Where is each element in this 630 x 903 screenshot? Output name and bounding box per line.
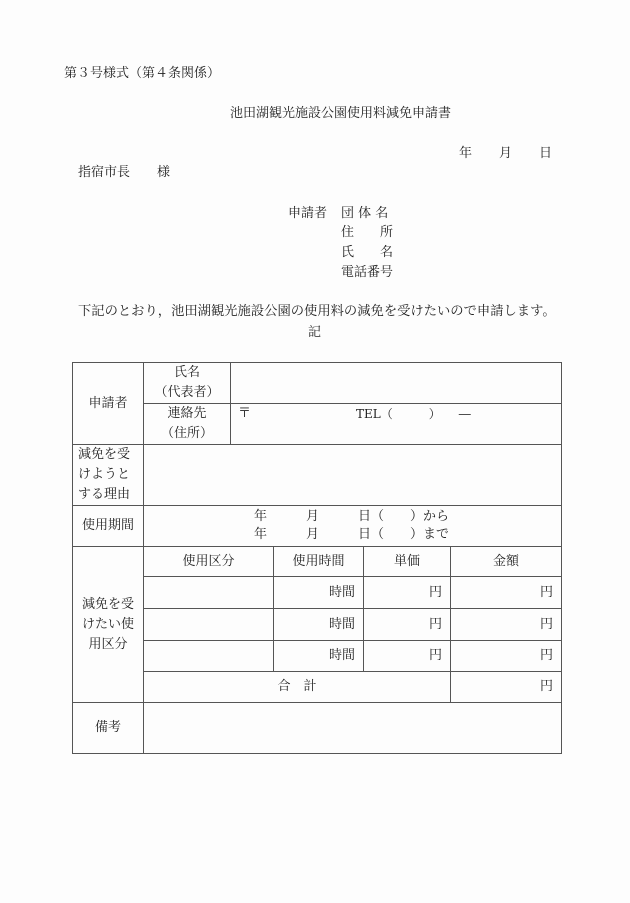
- remarks-row: [73, 703, 562, 754]
- application-table: [72, 362, 562, 754]
- statement: 下記のとおり，池田湖観光施設公園の使用料の減免を受けたいので申請します。: [78, 304, 556, 319]
- applicant-cell: 申請者: [73, 363, 144, 445]
- header-unit-price: 単価: [364, 547, 451, 577]
- reason-input[interactable]: [144, 445, 562, 506]
- usage-category-input[interactable]: [144, 577, 274, 609]
- contact-label-line1: 連絡先: [167, 406, 207, 421]
- header-category: 使用区分: [144, 547, 274, 577]
- reason-label: 減免を受けようとする理由: [73, 445, 144, 506]
- contact-input[interactable]: [231, 404, 562, 445]
- contact-label-line2: （住所）: [160, 426, 213, 441]
- tel-label: TEL（ ） ―: [356, 407, 471, 421]
- usage-row: [73, 641, 562, 672]
- period-input[interactable]: [144, 506, 562, 547]
- applicant-field-address: 住 所: [341, 225, 394, 240]
- form-number: 第３号様式（第４条関係）: [64, 66, 221, 81]
- applicant-label: 申請者: [288, 206, 328, 221]
- usage-amount-input[interactable]: 円: [451, 577, 562, 609]
- total-row: [73, 672, 562, 703]
- usage-category-input[interactable]: [144, 609, 274, 641]
- reason-row: [73, 445, 562, 506]
- contact-label-cell: [144, 404, 231, 445]
- usage-unit-input[interactable]: 円: [364, 609, 451, 641]
- date-year: 年: [459, 146, 473, 161]
- postal-mark: 〒: [238, 406, 252, 421]
- header-amount: 金額: [451, 547, 562, 577]
- total-amount-input[interactable]: 円: [451, 672, 562, 703]
- total-label: 合 計: [144, 672, 451, 703]
- date-day: 日: [539, 146, 553, 161]
- usage-row: [73, 609, 562, 641]
- period-label: 使用期間: [73, 506, 144, 547]
- applicant-field-group: 団 体 名: [341, 206, 389, 221]
- period-row: [73, 506, 562, 547]
- name-label-line1: 氏名: [173, 365, 200, 380]
- usage-category-input[interactable]: [144, 641, 274, 672]
- usage-hours-input[interactable]: 時間: [274, 609, 364, 641]
- remarks-label: 備考: [73, 703, 144, 754]
- usage-hours-input[interactable]: 時間: [274, 641, 364, 672]
- ki-label: 記: [308, 325, 322, 340]
- usage-hours-input[interactable]: 時間: [274, 577, 364, 609]
- remarks-input[interactable]: [144, 703, 562, 754]
- period-from: 年 月 日（ ）から: [254, 509, 450, 524]
- header-hours: 使用時間: [274, 547, 364, 577]
- name-label-cell: [144, 363, 231, 404]
- category-label: 減免を受けたい使用区分: [73, 547, 144, 703]
- name-label-line2: （代表者）: [154, 385, 220, 400]
- name-input[interactable]: [231, 363, 562, 404]
- name-row: [73, 363, 562, 404]
- contact-row: [73, 404, 562, 445]
- addressee-honorific: 様: [157, 165, 171, 180]
- usage-amount-input[interactable]: 円: [451, 641, 562, 672]
- date-month: 月: [499, 146, 513, 161]
- period-to: 年 月 日（ ）まで: [254, 527, 450, 542]
- usage-unit-input[interactable]: 円: [364, 577, 451, 609]
- document-title: 池田湖観光施設公園使用料減免申請書: [230, 106, 452, 121]
- usage-amount-input[interactable]: 円: [451, 609, 562, 641]
- applicant-field-phone: 電話番号: [341, 265, 394, 280]
- usage-row: [73, 577, 562, 609]
- header-row: [73, 547, 562, 577]
- applicant-field-name: 氏 名: [341, 245, 394, 260]
- addressee-name: 指宿市長: [78, 165, 131, 180]
- usage-unit-input[interactable]: 円: [364, 641, 451, 672]
